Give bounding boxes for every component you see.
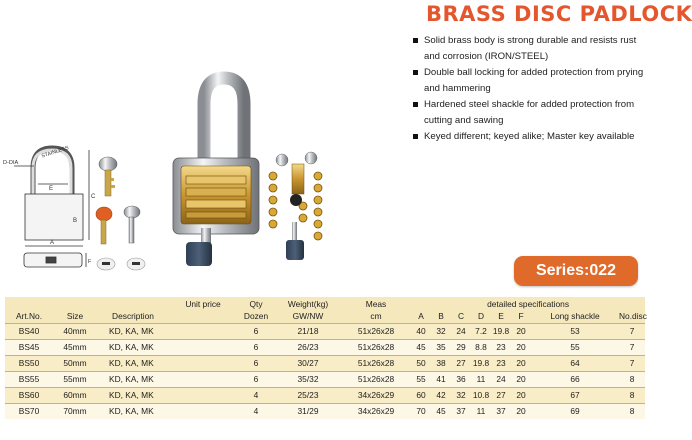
header-size: Size	[53, 310, 97, 323]
cell-weight: 30/27	[275, 355, 341, 371]
header-qty-unit: Dozen	[237, 310, 275, 323]
table-subheader-row	[5, 310, 645, 323]
cell-art: BS45	[5, 339, 53, 355]
cell-a: 40	[411, 323, 431, 339]
feature-item: Solid brass body is strong durable and resists rust and corrosion (IRON/STEEL)	[412, 33, 648, 65]
cell-art: BS50	[5, 355, 53, 371]
cell-size: 50mm	[53, 355, 97, 371]
cell-c: 32	[451, 387, 471, 403]
cell-meas: 51x26x28	[341, 339, 411, 355]
cell-size: 55mm	[53, 371, 97, 387]
key-icon	[96, 207, 112, 244]
cell-d: 11	[471, 403, 491, 419]
cell-desc: KD, KA, MK	[97, 403, 169, 419]
cell-desc: KD, KA, MK	[97, 339, 169, 355]
cell-d: 10.8	[471, 387, 491, 403]
cell-b: 35	[431, 339, 451, 355]
header-art-no: Art.No.	[5, 310, 53, 323]
cell-disc: 8	[619, 371, 645, 387]
dimension-label-c: C	[91, 194, 96, 200]
cell-e: 27	[491, 387, 511, 403]
cell-e: 23	[491, 339, 511, 355]
cell-disc: 8	[619, 403, 645, 419]
dimension-label-f: F	[88, 259, 92, 265]
header-weight: Weight(kg)	[275, 297, 341, 310]
cell-b: 41	[431, 371, 451, 387]
cell-a: 70	[411, 403, 431, 419]
cell-price	[169, 371, 237, 387]
header-a: A	[411, 310, 431, 323]
header-weight-unit: GW/NW	[275, 310, 341, 323]
cell-b: 42	[431, 387, 451, 403]
page-title: BRASS DISC PADLOCK	[426, 2, 692, 26]
lock-parts-image	[269, 152, 322, 260]
cell-art: BS40	[5, 323, 53, 339]
feature-list	[412, 33, 648, 145]
dimension-label-d: D-DIA	[3, 160, 19, 166]
table-row	[5, 371, 645, 387]
cell-long: 55	[531, 339, 619, 355]
cell-e: 19.8	[491, 323, 511, 339]
cell-f: 20	[511, 403, 531, 419]
key-icon	[124, 206, 140, 243]
cell-qty: 4	[237, 387, 275, 403]
cell-a: 50	[411, 355, 431, 371]
cell-long: 69	[531, 403, 619, 419]
cell-weight: 25/23	[275, 387, 341, 403]
cell-f: 20	[511, 355, 531, 371]
cell-price	[169, 403, 237, 419]
cell-f: 20	[511, 323, 531, 339]
cell-e: 23	[491, 355, 511, 371]
cell-disc: 7	[619, 339, 645, 355]
cell-b: 32	[431, 323, 451, 339]
header-unit-price: Unit price	[169, 297, 237, 310]
header-detailed-specs: detailed specifications	[411, 297, 645, 310]
cell-price	[169, 387, 237, 403]
cell-d: 19.8	[471, 355, 491, 371]
cell-weight: 26/23	[275, 339, 341, 355]
dimension-label-b: B	[73, 218, 78, 224]
cell-qty: 6	[237, 355, 275, 371]
cell-d: 11	[471, 371, 491, 387]
product-figure	[0, 40, 400, 290]
header-f: F	[511, 310, 531, 323]
cell-b: 45	[431, 403, 451, 419]
cell-qty: 6	[237, 371, 275, 387]
table-row	[5, 403, 645, 419]
cell-c: 27	[451, 355, 471, 371]
cell-art: BS70	[5, 403, 53, 419]
header-meas: Meas	[341, 297, 411, 310]
header-long-shackle: Long shackle	[531, 310, 619, 323]
cell-disc: 8	[619, 387, 645, 403]
cell-a: 60	[411, 387, 431, 403]
cell-f: 20	[511, 371, 531, 387]
cell-size: 70mm	[53, 403, 97, 419]
series-badge: Series:022	[514, 256, 638, 286]
cell-meas: 51x26x28	[341, 355, 411, 371]
cell-long: 66	[531, 371, 619, 387]
cell-desc: KD, KA, MK	[97, 371, 169, 387]
table-row	[5, 387, 645, 403]
cell-meas: 34x26x29	[341, 387, 411, 403]
padlock-cutaway-image	[173, 78, 259, 266]
header-c: C	[451, 310, 471, 323]
cell-long: 67	[531, 387, 619, 403]
cell-d: 7.2	[471, 323, 491, 339]
cell-desc: KD, KA, MK	[97, 387, 169, 403]
cell-qty: 6	[237, 323, 275, 339]
cell-art: BS55	[5, 371, 53, 387]
cell-c: 24	[451, 323, 471, 339]
cell-desc: KD, KA, MK	[97, 355, 169, 371]
cell-d: 8.8	[471, 339, 491, 355]
header-e: E	[491, 310, 511, 323]
table-header-row	[5, 297, 645, 310]
header-description: Description	[97, 310, 169, 323]
cell-f: 20	[511, 339, 531, 355]
cell-meas: 34x26x29	[341, 403, 411, 419]
dimension-label-a: A	[50, 240, 55, 246]
cell-qty: 4	[237, 403, 275, 419]
cell-qty: 6	[237, 339, 275, 355]
cell-weight: 31/29	[275, 403, 341, 419]
table-row	[5, 323, 645, 339]
cell-meas: 51x26x28	[341, 371, 411, 387]
feature-item: Keyed different; keyed alike; Master key available	[412, 129, 648, 145]
cell-desc: KD, KA, MK	[97, 323, 169, 339]
cell-a: 55	[411, 371, 431, 387]
cell-size: 40mm	[53, 323, 97, 339]
dimension-label-stainless: STAINLESS	[40, 145, 70, 160]
cell-disc: 7	[619, 355, 645, 371]
dimension-drawing	[14, 148, 89, 267]
cell-weight: 21/18	[275, 323, 341, 339]
cell-e: 24	[491, 371, 511, 387]
cell-meas: 51x26x28	[341, 323, 411, 339]
cell-disc: 7	[619, 323, 645, 339]
cell-c: 37	[451, 403, 471, 419]
cell-long: 53	[531, 323, 619, 339]
header-qty: Qty	[237, 297, 275, 310]
cell-long: 64	[531, 355, 619, 371]
dimension-label-e: E	[49, 186, 54, 192]
cell-size: 60mm	[53, 387, 97, 403]
header-d: D	[471, 310, 491, 323]
cell-e: 37	[491, 403, 511, 419]
key-icon	[99, 157, 117, 196]
spec-table	[5, 297, 645, 419]
cell-price	[169, 323, 237, 339]
cell-c: 29	[451, 339, 471, 355]
cell-size: 45mm	[53, 339, 97, 355]
cell-price	[169, 355, 237, 371]
cell-b: 38	[431, 355, 451, 371]
cell-a: 45	[411, 339, 431, 355]
header-b: B	[431, 310, 451, 323]
keyhole-icon	[97, 258, 145, 270]
feature-item: Hardened steel shackle for added protection from cutting and sawing	[412, 97, 648, 129]
table-row	[5, 355, 645, 371]
header-no-disc: No.disc	[619, 311, 647, 322]
feature-item: Double ball locking for added protection from prying and hammering	[412, 65, 648, 97]
table-row	[5, 339, 645, 355]
cell-c: 36	[451, 371, 471, 387]
cell-weight: 35/32	[275, 371, 341, 387]
header-meas-unit: cm	[341, 310, 411, 323]
cell-art: BS60	[5, 387, 53, 403]
cell-f: 20	[511, 387, 531, 403]
cell-price	[169, 339, 237, 355]
